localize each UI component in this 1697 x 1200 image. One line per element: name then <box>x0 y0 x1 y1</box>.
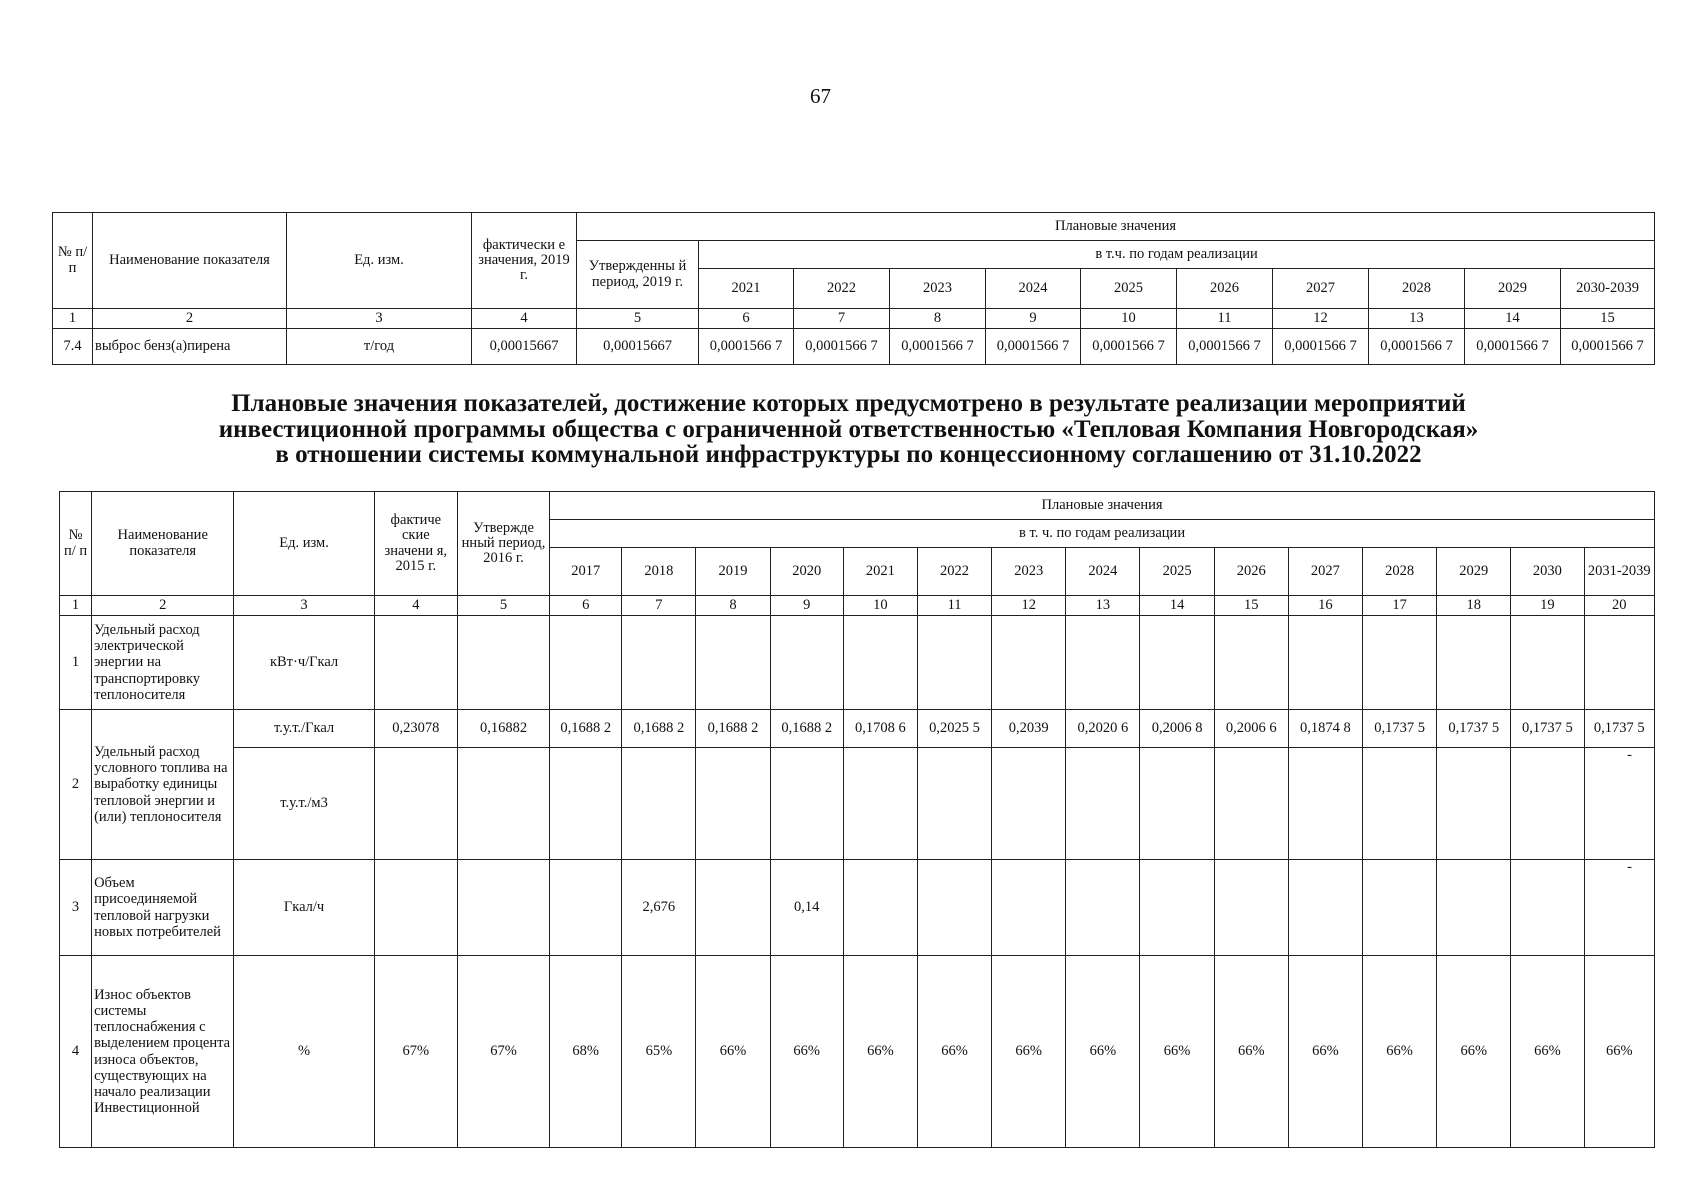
header-name: Наименование показателя <box>93 213 287 309</box>
header-approved: Утвержде нный период, 2016 г. <box>457 492 549 596</box>
row-value: 0,1708 6 <box>843 710 917 748</box>
col-number: 4 <box>374 596 457 616</box>
header-year: 2023 <box>890 269 986 309</box>
row-value: 0,1737 5 <box>1437 710 1511 748</box>
row-value: 0,0001566 7 <box>1465 329 1561 365</box>
col-number: 8 <box>890 309 986 329</box>
table-row <box>60 710 1655 748</box>
col-number: 15 <box>1214 596 1288 616</box>
row-actual: 0,00015667 <box>472 329 577 365</box>
row-value <box>1288 616 1362 710</box>
row-unit: Гкал/ч <box>234 860 374 956</box>
row-num: 2 <box>60 710 92 860</box>
row-name: Удельный расход электрической энергии на транспортировку теплоносителя <box>92 616 234 710</box>
page-number: 67 <box>810 84 831 108</box>
row-value <box>1066 860 1140 956</box>
row-value <box>1214 860 1288 956</box>
row-value: 0,2006 6 <box>1214 710 1288 748</box>
row-actual <box>374 616 457 710</box>
col-number: 11 <box>917 596 991 616</box>
row-approved <box>457 616 549 710</box>
col-number: 13 <box>1369 309 1465 329</box>
row-value <box>1511 616 1584 710</box>
col-number: 20 <box>1584 596 1654 616</box>
header-actual: фактиче ские значени я, 2015 г. <box>374 492 457 596</box>
row-value <box>1511 860 1584 956</box>
row-name: Износ объектов системы теплоснабжения с выделением процента износа объектов, существующих на начало реализации Инвестиционной <box>92 956 234 1148</box>
header-year: 2029 <box>1465 269 1561 309</box>
row-unit: % <box>234 956 374 1148</box>
row-value: 66% <box>770 956 843 1148</box>
row-value <box>1066 616 1140 710</box>
row-name: выброс бенз(а)пирена <box>93 329 287 365</box>
header-year: 2027 <box>1273 269 1369 309</box>
col-number: 10 <box>1081 309 1177 329</box>
row-value: 0,0001566 7 <box>699 329 794 365</box>
header-name: Наименование показателя <box>92 492 234 596</box>
row-name: Объем присоединяемой тепловой нагрузки новых потребителей <box>92 860 234 956</box>
header-year: 2019 <box>696 548 770 596</box>
col-number: 12 <box>1273 309 1369 329</box>
row-value: 0,1737 5 <box>1584 710 1654 748</box>
row-value <box>1140 860 1214 956</box>
header-year: 2022 <box>794 269 890 309</box>
header-unit: Ед. изм. <box>287 213 472 309</box>
row-actual: 67% <box>374 956 457 1148</box>
header-year: 2028 <box>1369 269 1465 309</box>
col-number: 14 <box>1140 596 1214 616</box>
col-number: 13 <box>1066 596 1140 616</box>
row-value: 0,1688 2 <box>622 710 696 748</box>
row-value: 0,0001566 7 <box>1561 329 1655 365</box>
row-value: 66% <box>1214 956 1288 1148</box>
header-planned: Плановые значения <box>550 492 1655 520</box>
row-value: 0,2006 8 <box>1140 710 1214 748</box>
row-value <box>1288 860 1362 956</box>
row-value <box>1363 860 1437 956</box>
row-value <box>843 860 917 956</box>
header-year: 2024 <box>1066 548 1140 596</box>
row-value: 0,0001566 7 <box>1273 329 1369 365</box>
row-value: 68% <box>550 956 622 1148</box>
row-value <box>992 860 1066 956</box>
col-number: 14 <box>1465 309 1561 329</box>
title-line: инвестиционной программы общества с ограниченной ответственностью «Тепловая Компания Новгородская» <box>218 415 1479 443</box>
row-value: 0,0001566 7 <box>1369 329 1465 365</box>
row-value: 0,1737 5 <box>1511 710 1584 748</box>
row-approved: 67% <box>457 956 549 1148</box>
col-number: 7 <box>622 596 696 616</box>
row-value: 0,1688 2 <box>696 710 770 748</box>
row-value: 66% <box>1584 956 1654 1148</box>
row-num: 7.4 <box>53 329 93 365</box>
row-num: 4 <box>60 956 92 1148</box>
section-title <box>0 391 1697 468</box>
col-number: 1 <box>53 309 93 329</box>
table-row <box>60 748 1655 860</box>
col-number: 5 <box>577 309 699 329</box>
header-year: 2025 <box>1140 548 1214 596</box>
row-value <box>550 616 622 710</box>
row-approved: 0,16882 <box>457 710 549 748</box>
row-value: 0,1688 2 <box>550 710 622 748</box>
col-number: 11 <box>1177 309 1273 329</box>
header-year: 2026 <box>1177 269 1273 309</box>
row-value: 0,2020 6 <box>1066 710 1140 748</box>
col-number: 9 <box>770 596 843 616</box>
row-value <box>696 616 770 710</box>
col-number: 19 <box>1511 596 1584 616</box>
col-number: 7 <box>794 309 890 329</box>
header-year: 2021 <box>699 269 794 309</box>
row-value: 66% <box>696 956 770 1148</box>
col-number: 10 <box>843 596 917 616</box>
col-number: 2 <box>93 309 287 329</box>
row-value: 66% <box>992 956 1066 1148</box>
row-value: - <box>1627 747 1632 763</box>
row-value <box>917 860 991 956</box>
row-value: 0,1874 8 <box>1288 710 1362 748</box>
row-value <box>1437 860 1511 956</box>
row-approved: 0,00015667 <box>577 329 699 365</box>
col-number: 6 <box>699 309 794 329</box>
row-value <box>1140 616 1214 710</box>
row-value <box>1584 616 1654 710</box>
header-num: № п/ п <box>60 492 92 596</box>
row-name: Удельный расход условного топлива на выработку единицы тепловой энергии и (или) теплоносителя <box>92 710 234 860</box>
row-num: 1 <box>60 616 92 710</box>
row-value: 2,676 <box>622 860 696 956</box>
row-value: 66% <box>1437 956 1511 1148</box>
row-num: 3 <box>60 860 92 956</box>
header-num: № п/ п <box>53 213 93 309</box>
header-year: 2031-2039 <box>1584 548 1654 596</box>
header-planned: Плановые значения <box>577 213 1655 241</box>
row-value: 0,0001566 7 <box>890 329 986 365</box>
row-unit: кВт·ч/Гкал <box>234 616 374 710</box>
row-value <box>770 616 843 710</box>
row-value: 0,1737 5 <box>1363 710 1437 748</box>
row-value <box>992 616 1066 710</box>
row-value: 66% <box>1511 956 1584 1148</box>
col-number: 1 <box>60 596 92 616</box>
col-number: 3 <box>287 309 472 329</box>
header-year: 2026 <box>1214 548 1288 596</box>
row-value <box>1214 616 1288 710</box>
header-year: 2017 <box>550 548 622 596</box>
row-value: 0,2025 5 <box>917 710 991 748</box>
row-unit: т.у.т./Гкал <box>234 710 374 748</box>
row-value <box>1437 616 1511 710</box>
header-year: 2023 <box>992 548 1066 596</box>
table-row <box>53 329 1655 365</box>
col-number: 6 <box>550 596 622 616</box>
title-line: Плановые значения показателей, достижение которых предусмотрено в результате реализации мероприятий <box>231 390 1466 417</box>
col-number: 5 <box>457 596 549 616</box>
header-year: 2018 <box>622 548 696 596</box>
table-row <box>60 616 1655 710</box>
row-value: 66% <box>1288 956 1362 1148</box>
header-year: 2020 <box>770 548 843 596</box>
col-number: 17 <box>1363 596 1437 616</box>
table-row <box>60 956 1655 1148</box>
row-value: 66% <box>1066 956 1140 1148</box>
header-approved: Утвержденны й период, 2019 г. <box>577 241 699 309</box>
row-value <box>917 616 991 710</box>
header-unit: Ед. изм. <box>234 492 374 596</box>
header-year: 2030 <box>1511 548 1584 596</box>
row-value: 0,0001566 7 <box>1081 329 1177 365</box>
row-value <box>843 616 917 710</box>
col-number: 3 <box>234 596 374 616</box>
row-value: 66% <box>843 956 917 1148</box>
header-year: 2027 <box>1288 548 1362 596</box>
header-year: 2029 <box>1437 548 1511 596</box>
row-value: 65% <box>622 956 696 1148</box>
emissions-table <box>52 212 1655 365</box>
header-year: 2030-2039 <box>1561 269 1655 309</box>
indicators-table <box>59 491 1655 1148</box>
col-number: 16 <box>1288 596 1362 616</box>
col-number: 2 <box>92 596 234 616</box>
header-year: 2021 <box>843 548 917 596</box>
row-actual: 0,23078 <box>374 710 457 748</box>
col-number: 9 <box>986 309 1081 329</box>
header-year: 2025 <box>1081 269 1177 309</box>
row-value <box>1363 616 1437 710</box>
row-unit: т/год <box>287 329 472 365</box>
header-actual: фактически е значения, 2019 г. <box>472 213 577 309</box>
row-value: 0,1688 2 <box>770 710 843 748</box>
row-value: 0,0001566 7 <box>1177 329 1273 365</box>
col-number: 4 <box>472 309 577 329</box>
title-line: в отношении системы коммунальной инфраструктуры по концессионному соглашению от 31.10.2022 <box>275 441 1422 468</box>
row-value: 0,2039 <box>992 710 1066 748</box>
row-value: 0,0001566 7 <box>986 329 1081 365</box>
row-value <box>696 860 770 956</box>
col-number: 8 <box>696 596 770 616</box>
row-value: 0,14 <box>770 860 843 956</box>
table-row <box>60 860 1655 956</box>
row-value: 66% <box>1363 956 1437 1148</box>
row-value <box>622 616 696 710</box>
col-number: 15 <box>1561 309 1655 329</box>
row-value: 0,0001566 7 <box>794 329 890 365</box>
header-year: 2024 <box>986 269 1081 309</box>
row-value <box>550 860 622 956</box>
col-number: 18 <box>1437 596 1511 616</box>
row-actual <box>374 860 457 956</box>
row-value: 66% <box>1140 956 1214 1148</box>
row-unit: т.у.т./м3 <box>234 748 374 860</box>
col-number: 12 <box>992 596 1066 616</box>
header-by-years: в т. ч. по годам реализации <box>550 520 1655 548</box>
header-year: 2028 <box>1363 548 1437 596</box>
header-year: 2022 <box>917 548 991 596</box>
row-approved <box>457 860 549 956</box>
row-value: 66% <box>917 956 991 1148</box>
row-value: - <box>1627 859 1632 875</box>
header-by-years: в т.ч. по годам реализации <box>699 241 1655 269</box>
